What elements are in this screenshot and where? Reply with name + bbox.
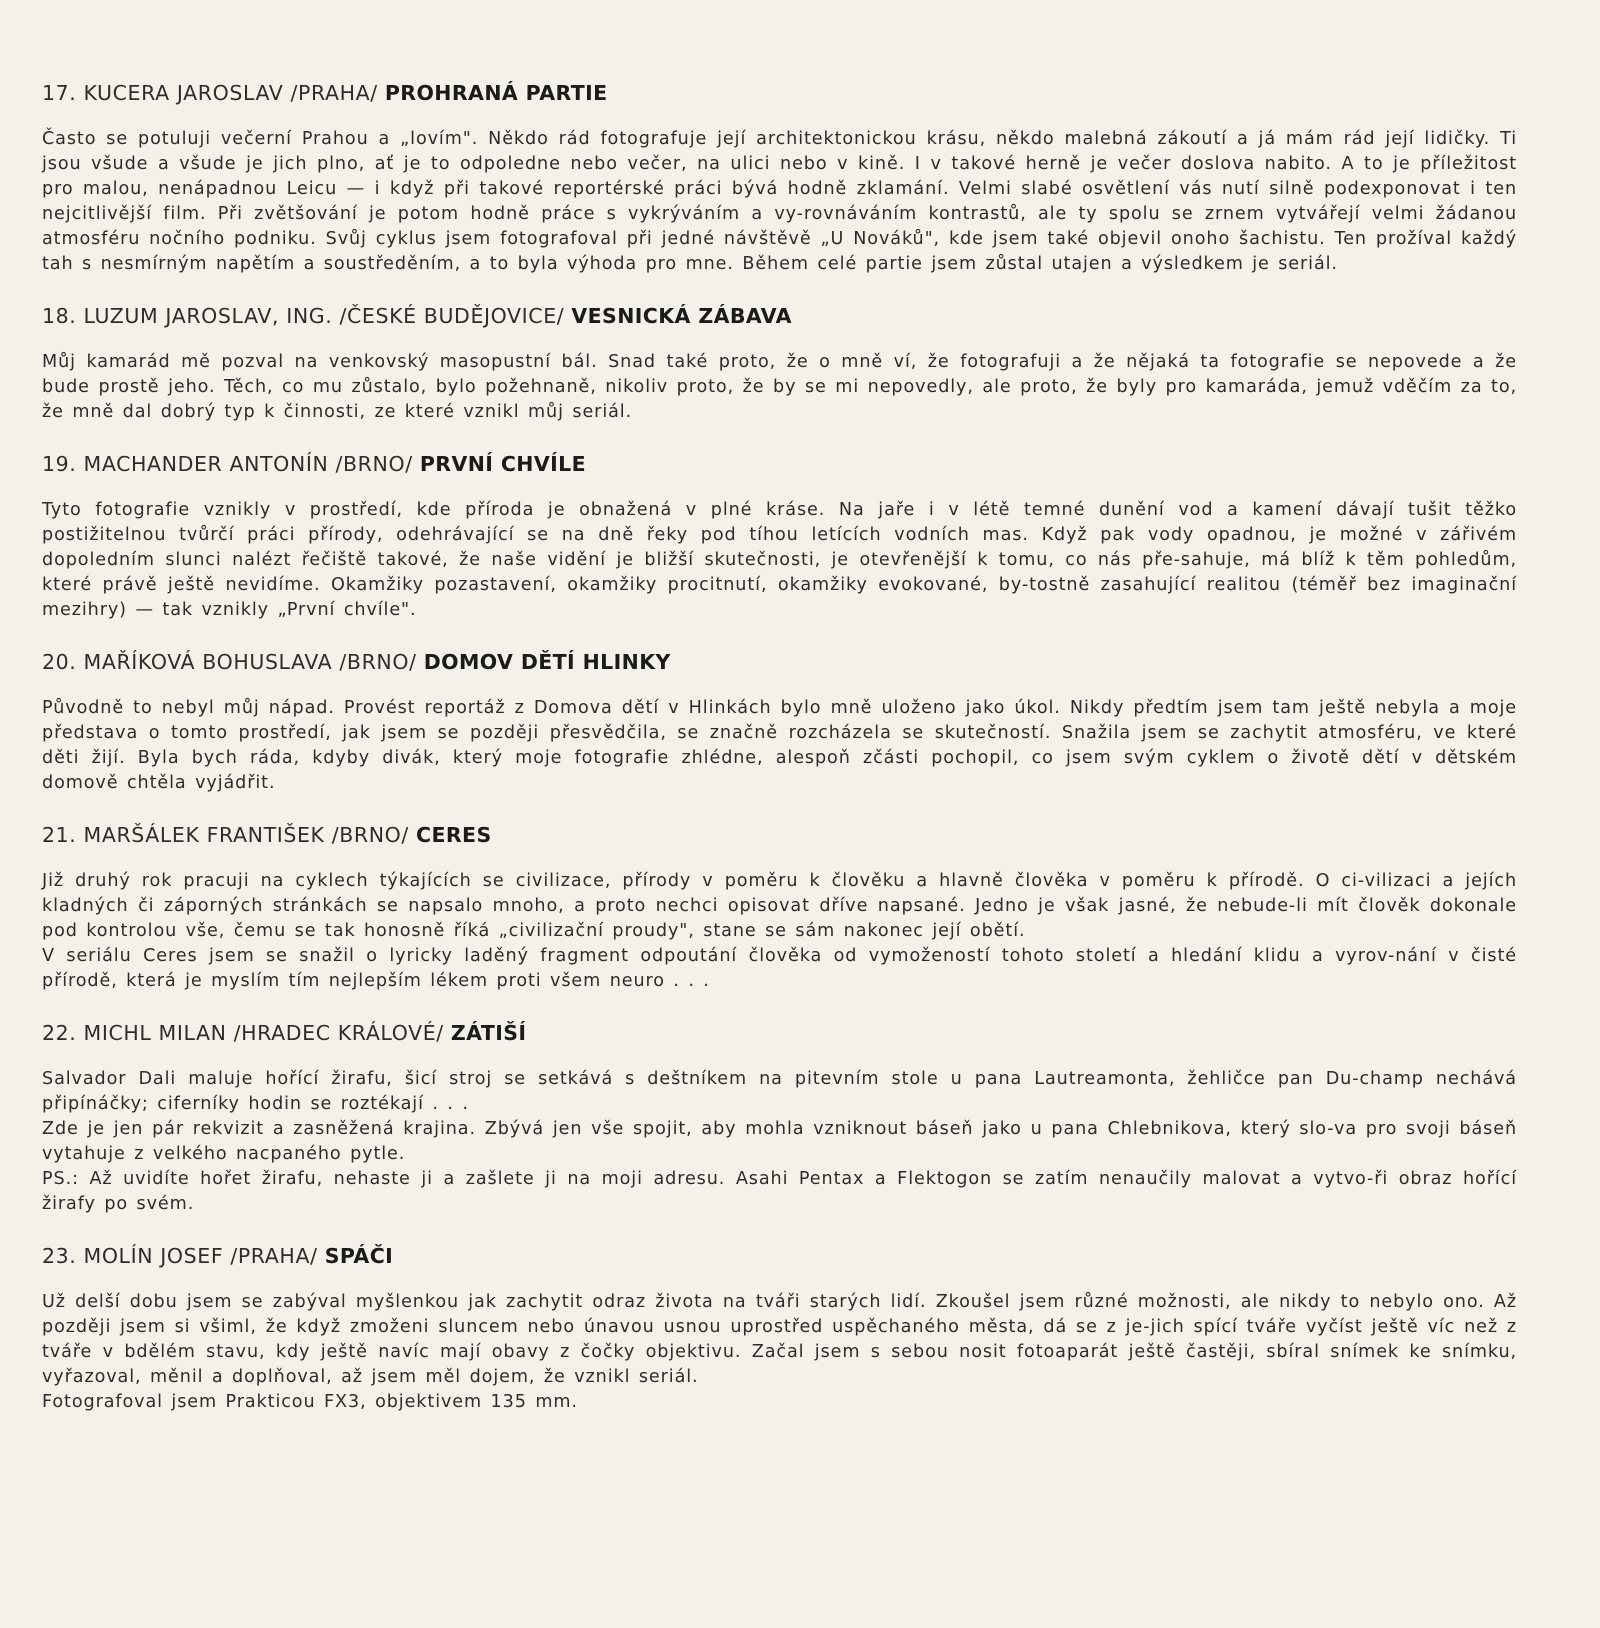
- entry-title: VESNICKÁ ZÁBAVA: [571, 304, 792, 328]
- entry-21: [42, 820, 1517, 994]
- entry-paragraph: Můj kamarád mě pozval na venkovský masopustní bál. Snad také proto, že o mně ví, že fotografuji a že nějaká ta fotografie se nepovede a že bude prostě jeho. Těch, co mu zůstalo, bylo požehnaně, nikoliv proto, že by se mi nepovedly, ale proto, že byly pro kamaráda, jemuž vděčím za to, že mně dal dobrý typ k činnosti, ze které vznikl můj seriál.: [42, 352, 1517, 422]
- entry-17: [42, 78, 1517, 277]
- entry-20: [42, 647, 1517, 796]
- entry-heading: [42, 1018, 1517, 1048]
- entry-paragraph: Často se potuluji večerní Prahou a „lovím". Někdo rád fotografuje její architektonickou krásu, někdo malebná zákoutí a já mám rád její lidičky. Ti jsou všude a všude je jich plno, ať je to odpoledne nebo večer, na ulici nebo v kině. I v takové herně je večer doslova nabito. A to je příležitost pro malou, nenápadnou Leicu — i když při takové reportérské práci bývá hodně zklamání. Velmi slabé osvětlení vás nutí silně podexponovat i ten nejcitlivější film. Při zvětšování je potom hodně práce s vykrýváním a vy-rovnáváním kontrastů, ale ty spolu se zrnem vytvářejí velmi žádanou atmosféru nočního podniku. Svůj cyklus jsem fotografoval při jedné návštěvě „U Nováků", kde jsem také objevil onoho šachistu. Ten prožíval každý tah s nesmírným napětím a soustředěním, a to byla výhoda pro mne. Během celé partie jsem zůstal utajen a výsledkem je seriál.: [42, 129, 1517, 274]
- entry-paragraph: Už delší dobu jsem se zabýval myšlenkou jak zachytit odraz života na tváři starých lidí. Zkoušel jsem různé možnosti, ale nikdy to nebylo ono. Až později jsem si všiml, že když zmoženi sluncem nebo únavou usnou uprostřed uspěchaného města, dá se z je-jich spící tváře vyčíst ještě víc než z tváře v bdělém stavu, kdy ještě navíc mají obavy z čočky objektivu. Začal jsem s sebou nosit fotoaparát ještě častěji, sbíral snímek ke snímku, vyřazoval, měnil a doplňoval, až jsem měl dojem, že vznikl seriál.: [42, 1292, 1517, 1387]
- entry-title: CERES: [416, 823, 492, 847]
- entry-paragraph: Zde je jen pár rekvizit a zasněžená krajina. Zbývá jen vše spojit, aby mohla vzniknout báseň jako u pana Chlebnikova, který slo-va pro svoji báseň vytahuje z velkého nacpaného pytle.: [42, 1119, 1517, 1164]
- entry-body: [42, 869, 1517, 994]
- entry-body: [42, 127, 1517, 277]
- entry-author: KUCERA JAROSLAV /PRAHA/: [83, 81, 378, 105]
- entry-heading: [42, 449, 1517, 479]
- entry-paragraph: PS.: Až uvidíte hořet žirafu, nehaste ji a zašlete ji na moji adresu. Asahi Pentax a Flektogon se zatím nenaučily malovat a vytvo-ři obraz hořící žirafy po svém.: [42, 1169, 1517, 1214]
- entry-paragraph: Původně to nebyl můj nápad. Provést reportáž z Domova dětí v Hlinkách bylo mně uloženo jako úkol. Nikdy předtím jsem tam ještě nebyla a moje představa o tomto prostředí, jak jsem se později přesvědčila, se značně rozcházela se skutečností. Snažila jsem se zachytit atmosféru, ve které děti žijí. Byla bych ráda, kdyby divák, který moje fotografie zhlédne, alespoň zčásti pochopil, co jsem svým cyklem o životě dětí v dětském domově chtěla vyjádřit.: [42, 698, 1517, 793]
- entry-22: [42, 1018, 1517, 1217]
- entry-heading: [42, 820, 1517, 850]
- entry-heading: [42, 647, 1517, 677]
- entry-title: PROHRANÁ PARTIE: [384, 81, 608, 105]
- entry-19: [42, 449, 1517, 623]
- entry-number: 20.: [42, 650, 77, 674]
- entry-body: [42, 696, 1517, 796]
- entry-author: MICHL MILAN /HRADEC KRÁLOVÉ/: [83, 1021, 444, 1045]
- document-page: [42, 78, 1517, 1439]
- entry-number: 21.: [42, 823, 77, 847]
- entry-title: DOMOV DĚTÍ HLINKY: [423, 650, 671, 674]
- entry-paragraph: Tyto fotografie vznikly v prostředí, kde příroda je obnažená v plné kráse. Na jaře i v létě temné dunění vod a kamení dávají tušit těžko postižitelnou tvůrčí práci přírody, odehrávající se na dně řeky pod tíhou letících vodních mas. Když pak vody opadnou, je možné v zářivém dopoledním slunci nalézt řečiště takové, že naše vidění je bližší skutečnosti, je otevřenější k tomu, co nás pře-sahuje, má blíž k těm pohledům, které právě ještě nevidíme. Okamžiky pozastavení, okamžiky procitnutí, okamžiky evokované, by-tostně zasahující realitou (téměř bez imaginační mezihry) — tak vznikly „První chvíle".: [42, 500, 1517, 620]
- entry-number: 19.: [42, 452, 77, 476]
- entry-author: MOLÍN JOSEF /PRAHA/: [83, 1244, 318, 1268]
- entry-paragraph: Salvador Dali maluje hořící žirafu, šicí stroj se setkává s deštníkem na pitevním stole u pana Lautreamonta, žehličce pan Du-champ nechává připínáčky; ciferníky hodin se roztékají . . .: [42, 1069, 1517, 1114]
- entry-title: SPÁČI: [324, 1244, 394, 1268]
- entry-author: MAŘÍKOVÁ BOHUSLAVA /BRNO/: [83, 650, 417, 674]
- entry-heading: [42, 301, 1517, 331]
- entry-title: PRVNÍ CHVÍLE: [419, 452, 587, 476]
- entry-body: [42, 350, 1517, 425]
- entry-number: 18.: [42, 304, 77, 328]
- entry-number: 22.: [42, 1021, 77, 1045]
- entry-body: [42, 498, 1517, 623]
- entry-author: LUZUM JAROSLAV, ING. /ČESKÉ BUDĚJOVICE/: [83, 304, 565, 328]
- entry-title: ZÁTIŠÍ: [450, 1021, 527, 1045]
- entry-body: [42, 1290, 1517, 1415]
- entry-body: [42, 1067, 1517, 1217]
- entry-author: MARŠÁLEK FRANTIŠEK /BRNO/: [83, 823, 409, 847]
- entry-paragraph: Již druhý rok pracuji na cyklech týkajících se civilizace, přírody v poměru k člověku a hlavně člověka v poměru k přírodě. O ci-vilizaci a jejích kladných či záporných stránkách se napsalo mnoho, a proto nechci opisovat dříve napsané. Jedno je však jasné, že nebude-li mít člověk dokonale pod kontrolou vše, čemu se tak honosně říká „civilizační proudy", stane se sám nakonec její obětí.: [42, 871, 1517, 941]
- entry-paragraph: Fotografoval jsem Prakticou FX3, objektivem 135 mm.: [42, 1392, 578, 1412]
- entry-23: [42, 1241, 1517, 1415]
- entry-heading: [42, 1241, 1517, 1271]
- entry-author: MACHANDER ANTONÍN /BRNO/: [83, 452, 413, 476]
- entry-paragraph: V seriálu Ceres jsem se snažil o lyricky laděný fragment odpoutání člověka od vymožeností tohoto století a hledání klidu a vyrov-nání v čisté přírodě, která je myslím tím nejlepším lékem proti všem neuro . . .: [42, 946, 1517, 991]
- entry-18: [42, 301, 1517, 425]
- entry-heading: [42, 78, 1517, 108]
- entry-number: 23.: [42, 1244, 77, 1268]
- entry-number: 17.: [42, 81, 77, 105]
